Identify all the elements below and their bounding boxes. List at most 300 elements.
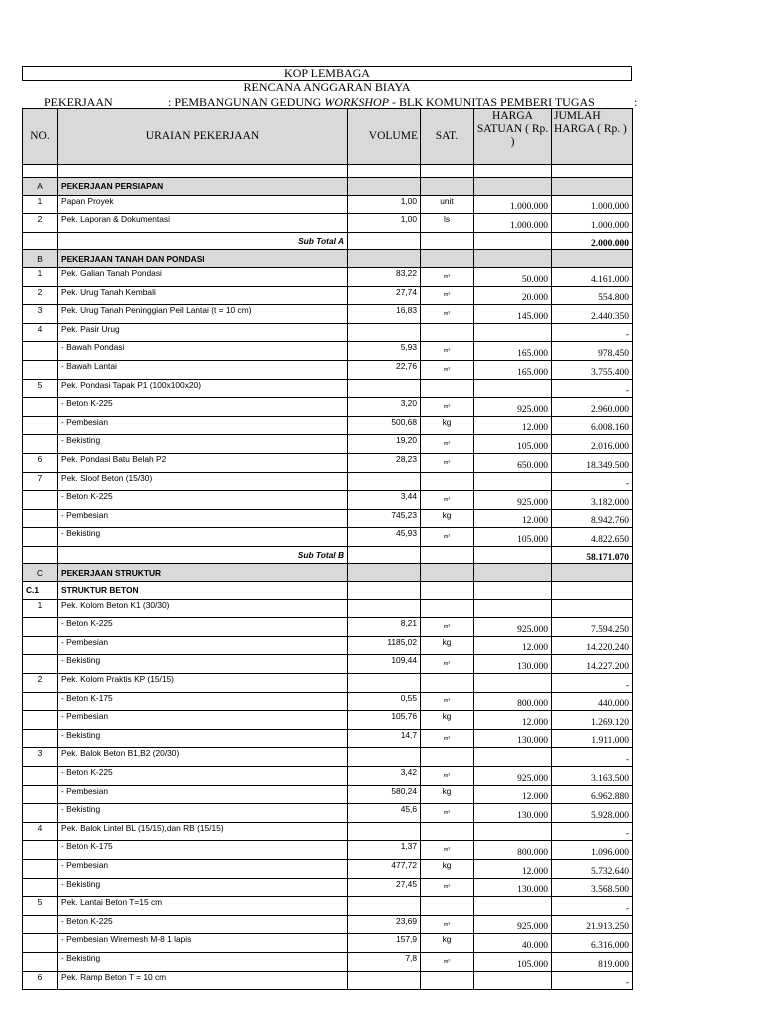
item-volume: 14,7	[348, 729, 421, 748]
item-volume: 3,20	[348, 398, 421, 417]
item-description: Pek. Kolom Beton K1 (30/30)	[58, 599, 348, 618]
section-title: STRUKTUR BETON	[58, 582, 348, 600]
item-unit-price: 650.000	[474, 453, 552, 472]
item-unit: kg	[421, 711, 474, 730]
item-total: 3.182.000	[552, 491, 633, 510]
item-unit: m³	[421, 692, 474, 711]
subtotal-label: Sub Total A	[58, 232, 348, 250]
item-description: Pek. Galian Tanah Pondasi	[58, 267, 348, 286]
item-volume	[348, 822, 421, 841]
cell-no	[23, 232, 58, 250]
table-row	[23, 491, 633, 510]
item-unit-price	[474, 748, 552, 767]
item-description: - Pembesian	[58, 416, 348, 435]
subsection-row	[23, 582, 633, 600]
item-unit-price: 165.000	[474, 342, 552, 361]
item-description: - Beton K-175	[58, 841, 348, 860]
item-volume	[348, 599, 421, 618]
section-title: PEKERJAAN STRUKTUR	[58, 564, 348, 582]
table-row	[23, 214, 633, 233]
item-description: Pek. Ramp Beton T = 10 cm	[58, 971, 348, 990]
item-unit: m³	[421, 841, 474, 860]
item-total: 1.911.000	[552, 729, 633, 748]
table-row-blank	[23, 165, 633, 178]
item-volume: 22,76	[348, 360, 421, 379]
rab-table	[22, 108, 633, 990]
table-row	[23, 435, 633, 454]
cell-sat	[421, 165, 474, 178]
item-unit-price	[474, 674, 552, 693]
item-unit: m²	[421, 804, 474, 823]
item-volume	[348, 748, 421, 767]
item-unit-price: 165.000	[474, 360, 552, 379]
item-description: - Bekisting	[58, 804, 348, 823]
item-number	[23, 416, 58, 435]
item-number: 5	[23, 897, 58, 916]
cell-vol	[348, 250, 421, 268]
cell-no	[23, 165, 58, 178]
item-number	[23, 767, 58, 786]
item-volume: 3,42	[348, 767, 421, 786]
item-volume: 500,68	[348, 416, 421, 435]
table-row	[23, 636, 633, 655]
pekerjaan-italic: WORKSHOP	[324, 95, 390, 109]
table-row	[23, 398, 633, 417]
item-unit: m³	[421, 305, 474, 324]
table-row	[23, 729, 633, 748]
item-volume: 83,22	[348, 267, 421, 286]
item-unit-price	[474, 822, 552, 841]
pekerjaan-suffix: - BLK KOMUNITAS PEMBERI TUGAS	[389, 95, 595, 109]
column-header-volume: VOLUME	[348, 109, 421, 165]
item-total: -	[552, 822, 633, 841]
table-row	[23, 915, 633, 934]
section-title: PEKERJAAN PERSIAPAN	[58, 178, 348, 196]
item-description: - Pembesian Wiremesh M-8 1 lapis	[58, 934, 348, 953]
table-row	[23, 509, 633, 528]
item-total: 5.732.640	[552, 859, 633, 878]
column-header-harga-satuan: HARGA SATUAN ( Rp. )	[474, 109, 552, 165]
item-unit: m³	[421, 360, 474, 379]
item-number: 1	[23, 267, 58, 286]
item-number: 4	[23, 323, 58, 342]
subtotal-value: 58.171.070	[552, 546, 633, 564]
item-number: 4	[23, 822, 58, 841]
item-unit-price: 130.000	[474, 655, 552, 674]
subtotal-label: Sub Total B	[58, 546, 348, 564]
table-row	[23, 286, 633, 305]
item-unit-price: 1.000.000	[474, 195, 552, 214]
item-description: Pek. Pondasi Batu Belah P2	[58, 453, 348, 472]
item-total: 6.008.160	[552, 416, 633, 435]
item-number: 2	[23, 674, 58, 693]
item-description: Pek. Urug Tanah Kembali	[58, 286, 348, 305]
item-description: - Pembesian	[58, 711, 348, 730]
item-total: 1.096.000	[552, 841, 633, 860]
item-description: - Beton K-175	[58, 692, 348, 711]
item-description: Pek. Balok Lintel BL (15/15),dan RB (15/15)	[58, 822, 348, 841]
cell-harga	[474, 582, 552, 600]
item-unit-price	[474, 897, 552, 916]
table-row	[23, 655, 633, 674]
cell-sat	[421, 546, 474, 564]
item-total: -	[552, 379, 633, 398]
item-unit: m²	[421, 878, 474, 897]
table-row	[23, 971, 633, 990]
item-unit: kg	[421, 934, 474, 953]
item-unit: kg	[421, 416, 474, 435]
table-row	[23, 360, 633, 379]
item-unit	[421, 472, 474, 491]
item-number	[23, 841, 58, 860]
item-unit-price: 925.000	[474, 915, 552, 934]
item-number: 1	[23, 195, 58, 214]
item-number	[23, 915, 58, 934]
table-row	[23, 618, 633, 637]
item-volume: 27,45	[348, 878, 421, 897]
item-description: - Bekisting	[58, 952, 348, 971]
item-total: -	[552, 748, 633, 767]
item-number: 3	[23, 748, 58, 767]
section-number: A	[23, 178, 58, 196]
item-number	[23, 655, 58, 674]
item-total: -	[552, 674, 633, 693]
item-number	[23, 952, 58, 971]
item-volume	[348, 323, 421, 342]
item-unit-price: 105.000	[474, 435, 552, 454]
item-volume: 8,21	[348, 618, 421, 637]
item-number	[23, 692, 58, 711]
item-volume	[348, 472, 421, 491]
item-volume: 1185,02	[348, 636, 421, 655]
section-number: C	[23, 564, 58, 582]
item-volume: 7,8	[348, 952, 421, 971]
item-total: 554.800	[552, 286, 633, 305]
item-unit-price	[474, 472, 552, 491]
section-number: C.1	[23, 582, 58, 600]
item-unit	[421, 971, 474, 990]
item-total: 18.349.500	[552, 453, 633, 472]
item-description: Pek. Sloof Beton (15/30)	[58, 472, 348, 491]
item-unit	[421, 674, 474, 693]
item-number	[23, 435, 58, 454]
cell-harga	[474, 564, 552, 582]
item-total: 14.220.240	[552, 636, 633, 655]
item-total: 6.962.880	[552, 785, 633, 804]
item-unit: m³	[421, 453, 474, 472]
item-unit: m³	[421, 767, 474, 786]
item-unit-price: 12.000	[474, 711, 552, 730]
item-description: Pek. Lantai Beton T=15 cm	[58, 897, 348, 916]
item-number	[23, 342, 58, 361]
item-volume: 109,44	[348, 655, 421, 674]
item-volume: 105,76	[348, 711, 421, 730]
table-row	[23, 748, 633, 767]
item-total: 2.016.000	[552, 435, 633, 454]
cell-harga	[474, 546, 552, 564]
section-row	[23, 250, 633, 268]
item-unit-price: 130.000	[474, 878, 552, 897]
item-total: 1.000.000	[552, 195, 633, 214]
item-unit-price: 145.000	[474, 305, 552, 324]
item-volume: 0,55	[348, 692, 421, 711]
item-number: 5	[23, 379, 58, 398]
item-unit-price: 12.000	[474, 636, 552, 655]
cell-vol	[348, 564, 421, 582]
item-description: - Bawah Lantai	[58, 360, 348, 379]
table-row	[23, 859, 633, 878]
item-volume: 157,9	[348, 934, 421, 953]
item-unit-price	[474, 599, 552, 618]
item-number: 6	[23, 453, 58, 472]
item-unit: m³	[421, 342, 474, 361]
item-unit: kg	[421, 509, 474, 528]
item-unit-price: 12.000	[474, 785, 552, 804]
item-description: - Beton K-225	[58, 767, 348, 786]
item-total: 14.227.200	[552, 655, 633, 674]
item-unit-price: 925.000	[474, 767, 552, 786]
item-unit: m²	[421, 952, 474, 971]
cell-vol	[348, 232, 421, 250]
item-volume: 45,93	[348, 528, 421, 547]
item-unit-price: 925.000	[474, 618, 552, 637]
item-volume	[348, 897, 421, 916]
item-unit: m³	[421, 491, 474, 510]
cell-sat	[421, 564, 474, 582]
table-row	[23, 674, 633, 693]
item-number	[23, 509, 58, 528]
item-total: 1.000.000	[552, 214, 633, 233]
table-row	[23, 379, 633, 398]
item-description: - Bekisting	[58, 655, 348, 674]
column-header-sat: SAT.	[421, 109, 474, 165]
item-number: 2	[23, 286, 58, 305]
item-unit	[421, 379, 474, 398]
item-number: 3	[23, 305, 58, 324]
item-volume: 28,23	[348, 453, 421, 472]
item-volume: 3,44	[348, 491, 421, 510]
item-description: - Bekisting	[58, 878, 348, 897]
pekerjaan-label: PEKERJAAN	[44, 95, 113, 109]
cell-harga	[474, 165, 552, 178]
item-unit-price: 50.000	[474, 267, 552, 286]
item-description: Pek. Pasir Urug	[58, 323, 348, 342]
item-unit: kg	[421, 785, 474, 804]
item-number	[23, 804, 58, 823]
item-volume: 745,23	[348, 509, 421, 528]
item-description: - Bekisting	[58, 435, 348, 454]
section-title: PEKERJAAN TANAH DAN PONDASI	[58, 250, 348, 268]
item-total: 4.161.000	[552, 267, 633, 286]
item-unit-price: 1.000.000	[474, 214, 552, 233]
item-total: -	[552, 472, 633, 491]
item-unit-price: 12.000	[474, 416, 552, 435]
item-total: -	[552, 897, 633, 916]
item-unit: m³	[421, 267, 474, 286]
item-volume: 1,37	[348, 841, 421, 860]
item-total: 2.960.000	[552, 398, 633, 417]
item-volume: 16,83	[348, 305, 421, 324]
item-volume: 1,00	[348, 195, 421, 214]
item-total: 1.269.120	[552, 711, 633, 730]
item-total: -	[552, 323, 633, 342]
item-volume	[348, 379, 421, 398]
item-unit	[421, 897, 474, 916]
item-total	[552, 599, 633, 618]
item-unit: kg	[421, 859, 474, 878]
item-unit-price: 105.000	[474, 952, 552, 971]
section-number: B	[23, 250, 58, 268]
table-row	[23, 453, 633, 472]
item-total: 978.450	[552, 342, 633, 361]
item-unit: m²	[421, 528, 474, 547]
item-number	[23, 934, 58, 953]
section-row	[23, 178, 633, 196]
table-row	[23, 878, 633, 897]
table-row	[23, 692, 633, 711]
item-total: 2.440.350	[552, 305, 633, 324]
cell-jumlah	[552, 165, 633, 178]
item-total: 7.594.250	[552, 618, 633, 637]
table-row	[23, 323, 633, 342]
item-unit: m³	[421, 286, 474, 305]
item-unit: kg	[421, 636, 474, 655]
item-unit-price: 12.000	[474, 859, 552, 878]
cell-vol	[348, 582, 421, 600]
item-volume: 1,00	[348, 214, 421, 233]
item-unit-price: 925.000	[474, 491, 552, 510]
item-description: - Bekisting	[58, 729, 348, 748]
item-description: - Pembesian	[58, 636, 348, 655]
cell-vol	[348, 165, 421, 178]
table-row	[23, 472, 633, 491]
item-number	[23, 859, 58, 878]
item-number	[23, 729, 58, 748]
item-unit: m²	[421, 729, 474, 748]
table-row	[23, 711, 633, 730]
item-number: 2	[23, 214, 58, 233]
item-unit	[421, 599, 474, 618]
item-description: Pek. Kolom Praktis KP (15/15)	[58, 674, 348, 693]
section-row	[23, 564, 633, 582]
item-number: 6	[23, 971, 58, 990]
column-header-jumlah-harga: JUMLAH HARGA ( Rp. )	[552, 109, 633, 165]
table-row	[23, 342, 633, 361]
pekerjaan-value	[168, 95, 595, 109]
item-total: 819.000	[552, 952, 633, 971]
item-unit	[421, 748, 474, 767]
cell-harga	[474, 250, 552, 268]
item-total: -	[552, 971, 633, 990]
cell-no	[23, 546, 58, 564]
cell-vol	[348, 178, 421, 196]
item-number	[23, 360, 58, 379]
cell-jumlah	[552, 582, 633, 600]
table-body	[23, 165, 633, 990]
item-number	[23, 785, 58, 804]
cell-vol	[348, 546, 421, 564]
cell-sat	[421, 232, 474, 250]
item-description: - Beton K-225	[58, 915, 348, 934]
item-total: 8.942.760	[552, 509, 633, 528]
item-description: - Pembesian	[58, 509, 348, 528]
table-row	[23, 785, 633, 804]
cell-jumlah	[552, 250, 633, 268]
item-volume: 19,20	[348, 435, 421, 454]
item-unit-price	[474, 379, 552, 398]
cell-jumlah	[552, 178, 633, 196]
document-title: RENCANA ANGGARAN BIAYA	[243, 80, 411, 94]
item-unit-price	[474, 323, 552, 342]
column-header-uraian: URAIAN PEKERJAAN	[58, 109, 348, 165]
item-unit: m²	[421, 655, 474, 674]
item-number	[23, 711, 58, 730]
item-number	[23, 528, 58, 547]
column-header-no: NO.	[23, 109, 58, 165]
item-volume	[348, 971, 421, 990]
item-unit-price: 105.000	[474, 528, 552, 547]
item-description: - Pembesian	[58, 859, 348, 878]
table-row	[23, 416, 633, 435]
pekerjaan-end: :	[634, 95, 638, 109]
item-volume: 580,24	[348, 785, 421, 804]
cell-sat	[421, 178, 474, 196]
table-row	[23, 195, 633, 214]
subtotal-row	[23, 546, 633, 564]
item-unit-price: 800.000	[474, 841, 552, 860]
item-number	[23, 618, 58, 637]
item-total: 440.000	[552, 692, 633, 711]
item-number: 7	[23, 472, 58, 491]
table-row	[23, 841, 633, 860]
cell-harga	[474, 178, 552, 196]
item-description: - Beton K-225	[58, 491, 348, 510]
table-row	[23, 528, 633, 547]
item-description: - Bekisting	[58, 528, 348, 547]
item-description: Papan Proyek	[58, 195, 348, 214]
table-row	[23, 952, 633, 971]
item-total: 6.316.000	[552, 934, 633, 953]
item-unit-price: 130.000	[474, 804, 552, 823]
pekerjaan-prefix: : PEMBANGUNAN GEDUNG	[168, 95, 325, 109]
item-number	[23, 398, 58, 417]
item-unit: m³	[421, 618, 474, 637]
table-row	[23, 804, 633, 823]
cell-jumlah	[552, 564, 633, 582]
item-volume: 23,69	[348, 915, 421, 934]
table-row	[23, 822, 633, 841]
item-unit-price: 800.000	[474, 692, 552, 711]
table-row	[23, 599, 633, 618]
item-description: - Beton K-225	[58, 398, 348, 417]
item-unit	[421, 822, 474, 841]
table-row	[23, 934, 633, 953]
item-number: 1	[23, 599, 58, 618]
cell-sat	[421, 582, 474, 600]
item-unit: ls	[421, 214, 474, 233]
subtotal-row	[23, 232, 633, 250]
item-unit	[421, 323, 474, 342]
item-description: Pek. Balok Beton B1,B2 (20/30)	[58, 748, 348, 767]
item-unit-price: 12.000	[474, 509, 552, 528]
item-total: 21.913.250	[552, 915, 633, 934]
item-volume: 5,93	[348, 342, 421, 361]
item-total: 3.568.500	[552, 878, 633, 897]
item-description: Pek. Pondasi Tapak P1 (100x100x20)	[58, 379, 348, 398]
item-number	[23, 491, 58, 510]
item-unit: m³	[421, 915, 474, 934]
cell-desc	[58, 165, 348, 178]
